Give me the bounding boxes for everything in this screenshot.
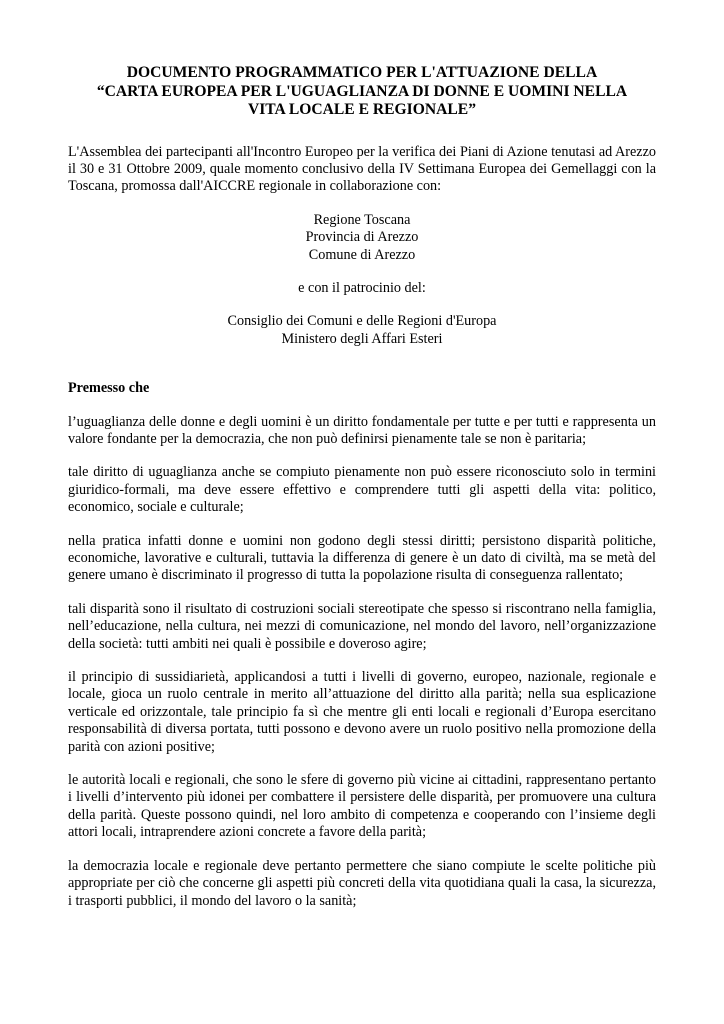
patronage-intro: e con il patrocinio del:: [298, 279, 426, 296]
partners-list: [68, 212, 656, 264]
premise-paragraph: nella pratica infatti donne e uomini non godono degli stessi diritti; persistono disparità politiche, economiche, lavorative e culturali, tuttavia la differenza di genere è un dato di civiltà, ma se metà del genere umano è discriminato il progresso di tutta la popolazione risulta di conseguenza rallentato;: [68, 532, 656, 584]
patron-item: Ministero degli Affari Esteri: [281, 330, 443, 347]
title-line-3: VITA LOCALE E REGIONALE”: [247, 101, 477, 118]
document-title: [68, 64, 656, 120]
patrons-list: [68, 313, 656, 348]
document-page: [68, 64, 656, 910]
patron-item: Consiglio dei Comuni e delle Regioni d'Europa: [227, 313, 497, 330]
title-line-2: “CARTA EUROPEA PER L'UGUAGLIANZA DI DONNE E UOMINI NELLA: [96, 82, 628, 100]
premise-paragraph: le autorità locali e regionali, che sono le sfere di governo più vicine ai cittadini, rappresentano pertanto i livelli d’intervento più idonei per combattere il persistere delle disparità, per promuovere una cultura della parità. Queste possono quindi, nel loro ambito di competenza e cooperando con l’insieme degli attori locali, intraprendere azioni concrete a favore della parità;: [68, 772, 656, 841]
title-line-1: DOCUMENTO PROGRAMMATICO PER L'ATTUAZIONE DELLA: [126, 64, 598, 81]
premise-paragraph: il principio di sussidiarietà, applicandosi a tutti i livelli di governo, europeo, nazionale, regionale e locale, gioca un ruolo centrale in merito all’attuazione del diritto alla parità; nella sua esplicazione verticale ed orizzontale, tale principio fa sì che mentre gli enti locali e regionali d’Europa esercitano responsabilità di diversa portata, tutti possono e devono avere un ruolo positivo nella promozione della parità con azioni positive;: [68, 669, 656, 755]
partner-item: Comune di Arezzo: [308, 246, 416, 263]
premise-paragraph: la democrazia locale e regionale deve pertanto permettere che siano compiute le scelte politiche più appropriate per ciò che concerne gli aspetti più concreti della vita quotidiana quali la casa, la sicurezza, i trasporti pubblici, il mondo del lavoro o la sanità;: [68, 857, 656, 909]
partner-item: Regione Toscana: [313, 211, 411, 228]
premise-paragraph: l’uguaglianza delle donne e degli uomini è un diritto fondamentale per tutte e per tutti e rappresenta un valore fondante per la democrazia, che non può definirsi pienamente tale se non è paritaria;: [68, 413, 656, 447]
premise-paragraph: tali disparità sono il risultato di costruzioni sociali stereotipate che spesso si riscontrano nella famiglia, nell’educazione, nella cultura, nei mezzi di comunicazione, nel mondo del lavoro, nell’organizzazione della società: tutti ambiti nei quali è possibile e doveroso agire;: [68, 600, 656, 652]
partner-item: Provincia di Arezzo: [305, 229, 419, 246]
premise-paragraph: tale diritto di uguaglianza anche se compiuto pienamente non può essere riconosciuto solo in termini giuridico-formali, ma deve essere effettivo e comprendere tutti gli aspetti della vita: politico, economico, sociale e culturale;: [68, 464, 656, 516]
intro-paragraph: L'Assemblea dei partecipanti all'Incontro Europeo per la verifica dei Piani di Azione tenutasi ad Arezzo il 30 e 31 Ottobre 2009, quale momento conclusivo della IV Settimana Europea dei Gemellaggi con la Toscana, promossa dall'AICCRE regionale in collaborazione con:: [68, 143, 656, 195]
section-heading: Premesso che: [68, 380, 150, 397]
